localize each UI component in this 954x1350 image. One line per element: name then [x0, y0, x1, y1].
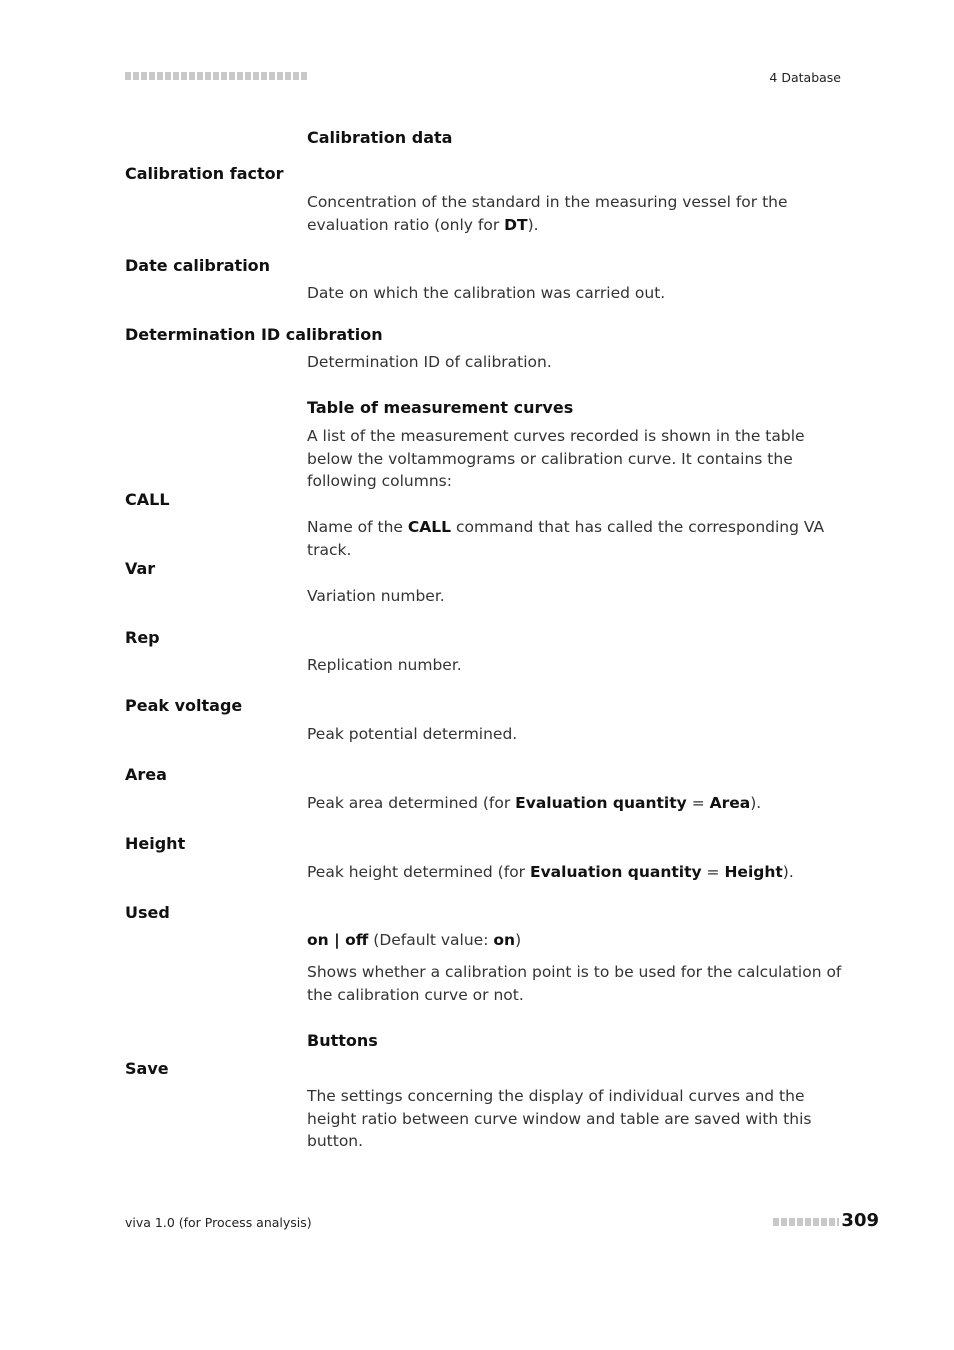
term-area: Area	[125, 765, 167, 784]
desc-used-values: on | off (Default value: on)	[307, 931, 522, 949]
header-section-title: 4 Database	[769, 70, 841, 85]
term-calibration-factor: Calibration factor	[125, 164, 284, 183]
desc-peak-voltage: Peak potential determined.	[307, 725, 518, 743]
footer-product: viva 1.0 (for Process analysis)	[125, 1215, 312, 1230]
term-date-calibration: Date calibration	[125, 256, 271, 275]
desc-call: Name of the CALL command that has called the corresponding VA track.	[307, 518, 825, 559]
term-determination-id: Determination ID calibration	[125, 325, 383, 344]
header-decoration	[125, 72, 307, 80]
term-rep: Rep	[125, 628, 160, 647]
desc-table-curves: A list of the measurement curves recorded is shown in the table below the voltammograms or calibration curve. It contains the following columns:	[307, 427, 805, 490]
term-peak-voltage: Peak voltage	[125, 696, 243, 715]
desc-save: The settings concerning the display of individual curves and the height ratio between curve window and table are saved with this button.	[307, 1087, 812, 1150]
term-height: Height	[125, 834, 186, 853]
desc-date-calibration: Date on which the calibration was carried out.	[307, 284, 666, 302]
heading-buttons: Buttons	[307, 1031, 378, 1050]
desc-var: Variation number.	[307, 587, 445, 605]
desc-rep: Replication number.	[307, 656, 462, 674]
page-number: 309	[841, 1210, 879, 1231]
term-used: Used	[125, 903, 170, 922]
term-var: Var	[125, 559, 156, 578]
heading-calibration-data: Calibration data	[307, 128, 453, 147]
heading-table-curves: Table of measurement curves	[307, 398, 574, 417]
desc-determination-id: Determination ID of calibration.	[307, 353, 552, 371]
desc-area: Peak area determined (for Evaluation quantity = Area).	[307, 794, 762, 812]
desc-height: Peak height determined (for Evaluation quantity = Height).	[307, 863, 794, 881]
footer-decoration	[773, 1218, 839, 1226]
desc-calibration-factor: Concentration of the standard in the measuring vessel for the evaluation ratio (only for DT).	[307, 193, 788, 234]
term-call: CALL	[125, 490, 170, 509]
term-save: Save	[125, 1059, 169, 1078]
desc-used: Shows whether a calibration point is to be used for the calculation of the calibration curve or not.	[307, 963, 842, 1004]
